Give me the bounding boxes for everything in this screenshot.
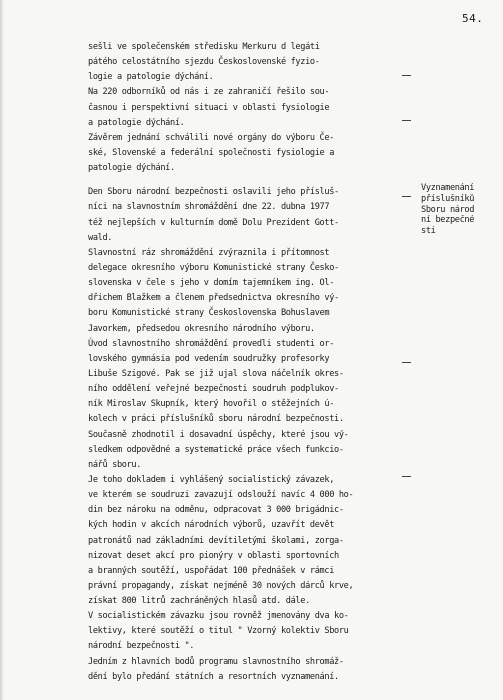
- margin-note-line: sti: [421, 226, 436, 237]
- text-line: Na 220 odborníků od nás i ze zahraničí řešilo sou-: [88, 87, 330, 98]
- margin-note-line: Vyznamenání: [421, 183, 475, 193]
- text-line: časnou i perspektivní situaci v oblasti fysiologie: [88, 102, 330, 113]
- text-line: ník Miroslav Skupník, který hovořil o stěžejních ú-: [88, 399, 335, 410]
- text-line: lektivy, které soutěží o titul " Vzorný kolektiv Sboru: [88, 626, 349, 637]
- text-line: din bez nároku na odměnu, odpracovat 3 000 brigádnic-: [88, 505, 344, 516]
- text-line: Javorkem, předsedou okresního národního výboru.: [88, 323, 315, 334]
- text-line: sešli ve společenském středisku Merkuru d legáti: [88, 42, 320, 52]
- text-line: ního oddělení veřejné bezpečnosti soudruh podplukov-: [88, 384, 339, 395]
- text-line: boru Komunistické strany Československa Bohuslavem: [88, 308, 330, 319]
- text-line: též nejlepších v kulturním domě Dolu Prezident Gott-: [88, 217, 339, 228]
- text-line: Den Sboru národní bezpečnosti oslavili jeho přísluš-: [88, 187, 339, 198]
- margin-note-line: příslušníků: [421, 193, 475, 204]
- text-line: získat 800 litrů zachráněných hlasů atd. dále.: [88, 596, 310, 607]
- text-line: dění bylo předání státních a resortních vyznamenání.: [88, 671, 339, 682]
- text-line: patologie dýchání.: [88, 163, 175, 174]
- text-line: dřichem Blažkem a členem předsednictva okresního vý-: [88, 293, 339, 304]
- text-line: kolech v práci příslušníků sboru národní bezpečnosti.: [88, 414, 344, 425]
- margin-note: [421, 183, 503, 237]
- text-line: Slavnostní ráz shromáždění zvýraznila i přítomnost: [88, 247, 330, 258]
- hyphen-mark: [402, 75, 411, 76]
- hyphen-mark: [402, 196, 411, 197]
- paragraph-gap: [88, 176, 418, 185]
- page-edge-shadow: [0, 0, 4, 700]
- text-line: slovenska v čele s jeho v domím tajemníkem ing. Ol-: [88, 278, 335, 289]
- text-line: lovského gymnásia pod vedením soudružky profesorky: [88, 353, 330, 364]
- text-line: Libuše Szigové. Pak se již ujal slova náčelník okres-: [88, 368, 344, 379]
- text-line: Závěrem jednání schválili nové orgány do výboru Če-: [88, 132, 335, 143]
- hyphen-mark: [402, 362, 411, 363]
- hyphen-mark: [402, 120, 411, 121]
- text-line: Je toho dokladem i vyhlášený socialistický závazek,: [88, 474, 335, 485]
- body-text: [88, 40, 418, 685]
- margin-note-line: ní bezpečné: [421, 215, 475, 226]
- text-line: národní bezpečnosti ".: [88, 641, 195, 652]
- text-line: právní propagandy, získat nejméně 30 nových dárců krve,: [88, 580, 354, 591]
- text-line: pátého celostátního sjezdu Československé fyzio-: [88, 57, 320, 68]
- text-line: ve kterém se soudruzi zavazují odslouží navíc 4 000 ho-: [88, 490, 354, 501]
- text-line: Úvod slavnostního shromáždění provedli studenti or-: [88, 338, 335, 349]
- margin-note-line: Sboru národ: [421, 204, 475, 215]
- text-line: kých hodin v akcích národních výborů, uzavřít devět: [88, 520, 335, 531]
- text-line: sledkem odpovědné a systematické práce všech funkcio-: [88, 444, 344, 455]
- text-line: nářů sboru.: [88, 459, 142, 470]
- page-number: 54.: [462, 12, 484, 25]
- text-line: níci na slavnostním shromáždění dne 22. dubna 1977: [88, 202, 330, 213]
- hyphen-mark: [402, 476, 411, 477]
- text-line: logie a patologie dýchání.: [88, 72, 214, 83]
- text-line: a branných soutěží, uspořádat 100 přednášek v rámci: [88, 565, 335, 576]
- text-line: Současně zhodnotil i dosavadní úspěchy, které jsou vý-: [88, 429, 349, 440]
- text-line: a patologie dýchání.: [88, 117, 185, 128]
- text-line: delegace okresního výboru Komunistické strany Česko-: [88, 262, 339, 273]
- text-line: wald.: [88, 232, 113, 243]
- text-line: V socialistickém závazku jsou rovněž jmenovány dva ko-: [88, 611, 349, 622]
- text-line: Jedním z hlavních bodů programu slavnostního shromáž-: [88, 656, 344, 667]
- text-line: ské, Slovenské a federální společnosti fysiologie a: [88, 147, 335, 158]
- text-line: nizovat deset akcí pro pionýry v oblasti sportovních: [88, 550, 339, 561]
- text-line: patronátů nad základními devítiletými školami, zorga-: [88, 535, 344, 546]
